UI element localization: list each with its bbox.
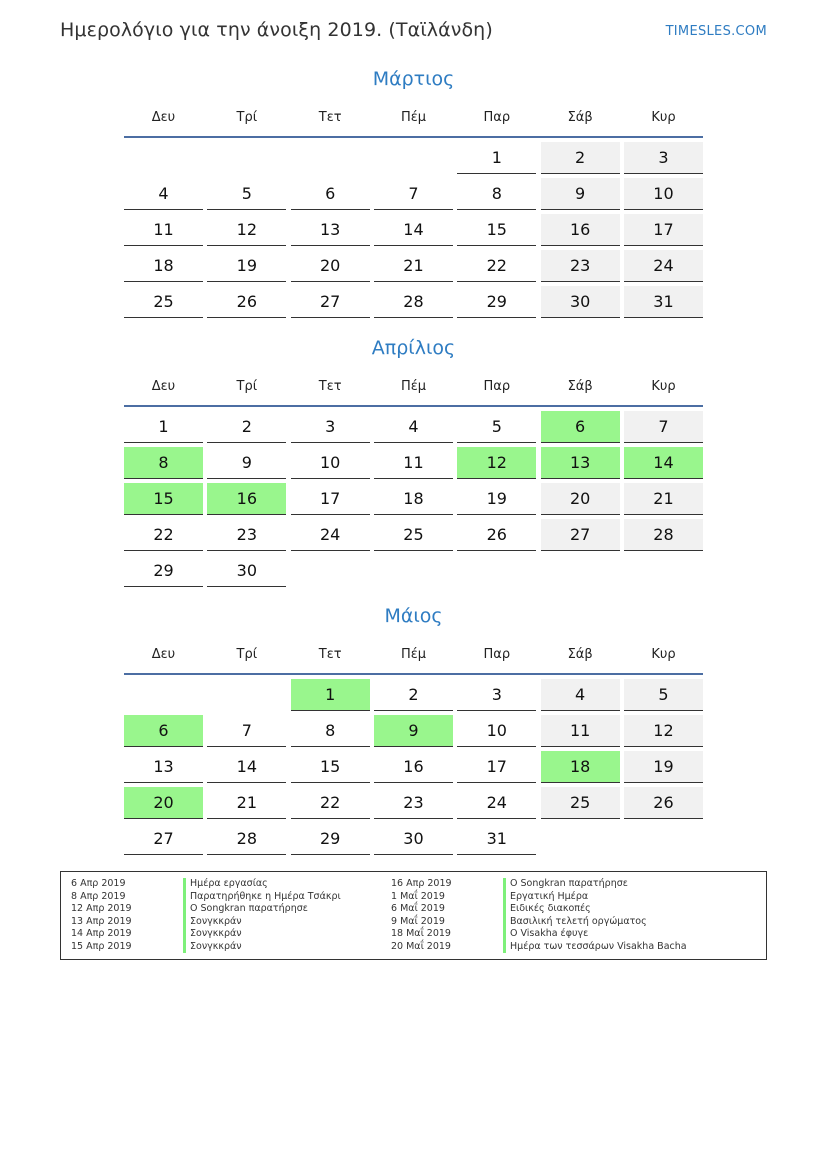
week-row xyxy=(124,555,703,587)
legend-holiday-name: Ειδικές διακοπές xyxy=(503,903,591,916)
week-row xyxy=(124,142,703,174)
weekday-label: Τρί xyxy=(236,647,258,662)
week-row xyxy=(124,286,703,318)
legend-holiday-name: Βασιλική τελετή οργώματος xyxy=(503,916,647,929)
day-cell[interactable]: 8 xyxy=(291,715,370,747)
weekday-label: Τετ xyxy=(318,647,342,662)
month-april xyxy=(124,337,703,591)
empty-day-cell xyxy=(541,555,620,587)
day-cell[interactable]: 3 xyxy=(291,411,370,443)
legend-holiday-name: Σονγκκράν xyxy=(183,916,242,929)
day-cell[interactable]: 30 xyxy=(541,286,620,318)
holiday-day-cell[interactable]: 6 xyxy=(541,411,620,443)
day-cell[interactable]: 10 xyxy=(291,447,370,479)
week-row xyxy=(124,787,703,819)
day-cell[interactable]: 13 xyxy=(291,214,370,246)
weekday-header xyxy=(124,379,703,405)
day-cell[interactable]: 13 xyxy=(124,751,203,783)
day-cell[interactable]: 5 xyxy=(457,411,536,443)
day-cell[interactable]: 17 xyxy=(291,483,370,515)
day-cell[interactable]: 19 xyxy=(207,250,286,282)
legend-holiday-name: Σονγκκράν xyxy=(183,941,242,954)
month-title: Απρίλιος xyxy=(371,337,456,359)
legend-date: 16 Απρ 2019 xyxy=(391,878,452,889)
weekday-label: Παρ xyxy=(483,647,511,662)
day-cell[interactable]: 14 xyxy=(374,214,453,246)
empty-day-cell xyxy=(124,679,203,711)
day-cell[interactable]: 5 xyxy=(207,178,286,210)
day-cell[interactable]: 23 xyxy=(374,787,453,819)
week-row xyxy=(124,447,703,479)
holiday-day-cell[interactable]: 9 xyxy=(374,715,453,747)
week-row xyxy=(124,751,703,783)
day-cell[interactable]: 4 xyxy=(541,679,620,711)
weekday-label: Κυρ xyxy=(651,647,676,662)
day-cell[interactable]: 25 xyxy=(541,787,620,819)
day-cell[interactable]: 6 xyxy=(291,178,370,210)
legend-date: 13 Απρ 2019 xyxy=(71,915,132,927)
day-cell[interactable]: 5 xyxy=(624,679,703,711)
week-row xyxy=(124,214,703,246)
day-cell[interactable]: 17 xyxy=(624,214,703,246)
month-title: Μάιος xyxy=(384,605,443,627)
day-cell[interactable]: 24 xyxy=(291,519,370,551)
empty-day-cell xyxy=(374,555,453,587)
legend-date: 20 Μαΐ 2019 xyxy=(391,940,451,952)
day-cell[interactable]: 31 xyxy=(457,823,536,855)
day-cell[interactable]: 18 xyxy=(124,250,203,282)
day-cell[interactable]: 8 xyxy=(457,178,536,210)
holiday-legend xyxy=(60,871,767,960)
legend-holiday-name: Ημέρα των τεσσάρων Visakha Bacha xyxy=(503,941,687,954)
day-cell[interactable]: 27 xyxy=(124,823,203,855)
day-cell[interactable]: 21 xyxy=(624,483,703,515)
day-cell[interactable]: 10 xyxy=(457,715,536,747)
legend-date: 8 Απρ 2019 xyxy=(71,890,126,902)
header-divider xyxy=(124,673,703,675)
day-cell[interactable]: 17 xyxy=(457,751,536,783)
day-cell[interactable]: 19 xyxy=(624,751,703,783)
legend-holiday-name: Σονγκκράν xyxy=(183,928,242,941)
holiday-day-cell[interactable]: 6 xyxy=(124,715,203,747)
legend-holiday-name: Ημέρα εργασίας xyxy=(183,878,268,891)
weekday-label: Σάβ xyxy=(567,647,593,662)
day-cell[interactable]: 22 xyxy=(124,519,203,551)
holiday-day-cell[interactable]: 15 xyxy=(124,483,203,515)
empty-day-cell xyxy=(541,823,620,855)
day-cell[interactable]: 28 xyxy=(374,286,453,318)
day-cell[interactable]: 26 xyxy=(207,286,286,318)
day-cell[interactable]: 29 xyxy=(124,555,203,587)
empty-day-cell xyxy=(624,555,703,587)
day-cell[interactable]: 7 xyxy=(624,411,703,443)
day-cell[interactable]: 7 xyxy=(374,178,453,210)
day-cell[interactable]: 25 xyxy=(374,519,453,551)
day-cell[interactable]: 1 xyxy=(457,142,536,174)
week-row xyxy=(124,411,703,443)
empty-day-cell xyxy=(291,555,370,587)
day-cell[interactable]: 23 xyxy=(541,250,620,282)
legend-holiday-name: Παρατηρήθηκε η Ημέρα Τσάκρι xyxy=(183,891,341,904)
day-cell[interactable]: 31 xyxy=(624,286,703,318)
weekday-label: Τετ xyxy=(318,379,342,394)
weekday-label: Σάβ xyxy=(567,379,593,394)
weekday-header xyxy=(124,110,703,136)
holiday-day-cell[interactable]: 13 xyxy=(541,447,620,479)
legend-date: 6 Απρ 2019 xyxy=(71,878,126,889)
weekday-label: Πέμ xyxy=(400,110,427,125)
weekday-label: Δευ xyxy=(151,647,176,662)
empty-day-cell xyxy=(207,679,286,711)
weekday-label: Κυρ xyxy=(651,110,676,125)
day-cell[interactable]: 21 xyxy=(374,250,453,282)
weekday-label: Παρ xyxy=(483,110,511,125)
day-cell[interactable]: 10 xyxy=(624,178,703,210)
day-cell[interactable]: 7 xyxy=(207,715,286,747)
header-divider xyxy=(124,405,703,407)
day-cell[interactable]: 18 xyxy=(374,483,453,515)
weekday-label: Τρί xyxy=(236,379,258,394)
empty-day-cell xyxy=(374,142,453,174)
day-cell[interactable]: 27 xyxy=(291,286,370,318)
day-cell[interactable]: 11 xyxy=(124,214,203,246)
weekday-label: Δευ xyxy=(151,110,176,125)
day-cell[interactable]: 3 xyxy=(624,142,703,174)
day-cell[interactable]: 22 xyxy=(457,250,536,282)
weekday-label: Παρ xyxy=(483,379,511,394)
week-row xyxy=(124,483,703,515)
holiday-day-cell[interactable]: 8 xyxy=(124,447,203,479)
day-cell[interactable]: 29 xyxy=(457,286,536,318)
day-cell[interactable]: 24 xyxy=(624,250,703,282)
brand-link[interactable]: TIMESLES.COM xyxy=(665,24,767,39)
day-cell[interactable]: 30 xyxy=(207,555,286,587)
header-divider xyxy=(124,136,703,138)
legend-date: 6 Μαΐ 2019 xyxy=(391,903,445,914)
day-cell[interactable]: 20 xyxy=(291,250,370,282)
holiday-day-cell[interactable]: 16 xyxy=(207,483,286,515)
day-cell[interactable]: 1 xyxy=(124,411,203,443)
legend-date: 15 Απρ 2019 xyxy=(71,940,132,952)
day-cell[interactable]: 21 xyxy=(207,787,286,819)
day-cell[interactable]: 2 xyxy=(207,411,286,443)
day-cell[interactable]: 4 xyxy=(374,411,453,443)
day-cell[interactable]: 25 xyxy=(124,286,203,318)
day-cell[interactable]: 16 xyxy=(541,214,620,246)
day-cell[interactable]: 22 xyxy=(291,787,370,819)
week-row xyxy=(124,715,703,747)
holiday-day-cell[interactable]: 18 xyxy=(541,751,620,783)
day-cell[interactable]: 20 xyxy=(541,483,620,515)
day-cell[interactable]: 23 xyxy=(207,519,286,551)
legend-holiday-name: Ο Songkran παρατήρησε xyxy=(183,903,308,916)
legend-date: 1 Μαΐ 2019 xyxy=(391,890,445,902)
legend-holiday-name: Εργατική Ημέρα xyxy=(503,891,588,904)
weekday-label: Κυρ xyxy=(651,379,676,394)
day-cell[interactable]: 16 xyxy=(374,751,453,783)
legend-holiday-name: Ο Visakha έφυγε xyxy=(503,928,588,941)
weekday-label: Σάβ xyxy=(567,110,593,125)
weekday-header xyxy=(124,647,703,673)
day-cell[interactable]: 24 xyxy=(457,787,536,819)
day-cell[interactable]: 26 xyxy=(624,787,703,819)
day-cell[interactable]: 29 xyxy=(291,823,370,855)
holiday-day-cell[interactable]: 14 xyxy=(624,447,703,479)
day-cell[interactable]: 2 xyxy=(374,679,453,711)
holiday-day-cell[interactable]: 1 xyxy=(291,679,370,711)
month-title: Μάρτιος xyxy=(372,68,455,90)
day-cell[interactable]: 4 xyxy=(124,178,203,210)
day-cell[interactable]: 28 xyxy=(624,519,703,551)
day-cell[interactable]: 14 xyxy=(207,751,286,783)
weekday-label: Πέμ xyxy=(400,379,427,394)
empty-day-cell xyxy=(291,142,370,174)
week-row xyxy=(124,250,703,282)
day-cell[interactable]: 2 xyxy=(541,142,620,174)
month-march xyxy=(124,68,703,322)
legend-date: 18 Μαΐ 2019 xyxy=(391,928,451,939)
weekday-label: Τετ xyxy=(318,110,342,125)
day-cell[interactable]: 26 xyxy=(457,519,536,551)
weekday-label: Τρί xyxy=(236,110,258,125)
day-cell[interactable]: 12 xyxy=(207,214,286,246)
week-row xyxy=(124,519,703,551)
week-row xyxy=(124,679,703,711)
legend-date: 9 Μαΐ 2019 xyxy=(391,915,445,927)
empty-day-cell xyxy=(624,823,703,855)
week-row xyxy=(124,178,703,210)
day-grid xyxy=(124,142,703,318)
day-grid xyxy=(124,679,703,855)
legend-holiday-name: Ο Songkran παρατήρησε xyxy=(503,878,628,891)
day-cell[interactable]: 28 xyxy=(207,823,286,855)
day-cell[interactable]: 3 xyxy=(457,679,536,711)
legend-date: 12 Απρ 2019 xyxy=(71,903,132,914)
day-grid xyxy=(124,411,703,587)
week-row xyxy=(124,823,703,855)
page-title: Ημερολόγιο για την άνοιξη 2019. (Ταϊλάνδη) xyxy=(60,19,493,41)
empty-day-cell xyxy=(457,555,536,587)
day-cell[interactable]: 27 xyxy=(541,519,620,551)
day-cell[interactable]: 9 xyxy=(207,447,286,479)
weekday-label: Δευ xyxy=(151,379,176,394)
holiday-day-cell[interactable]: 12 xyxy=(457,447,536,479)
day-cell[interactable]: 9 xyxy=(541,178,620,210)
month-may xyxy=(124,605,703,859)
day-cell[interactable]: 11 xyxy=(374,447,453,479)
legend-date: 14 Απρ 2019 xyxy=(71,928,132,939)
day-cell[interactable]: 19 xyxy=(457,483,536,515)
holiday-day-cell[interactable]: 20 xyxy=(124,787,203,819)
day-cell[interactable]: 12 xyxy=(624,715,703,747)
day-cell[interactable]: 15 xyxy=(291,751,370,783)
empty-day-cell xyxy=(124,142,203,174)
weekday-label: Πέμ xyxy=(400,647,427,662)
day-cell[interactable]: 11 xyxy=(541,715,620,747)
day-cell[interactable]: 30 xyxy=(374,823,453,855)
empty-day-cell xyxy=(207,142,286,174)
day-cell[interactable]: 15 xyxy=(457,214,536,246)
